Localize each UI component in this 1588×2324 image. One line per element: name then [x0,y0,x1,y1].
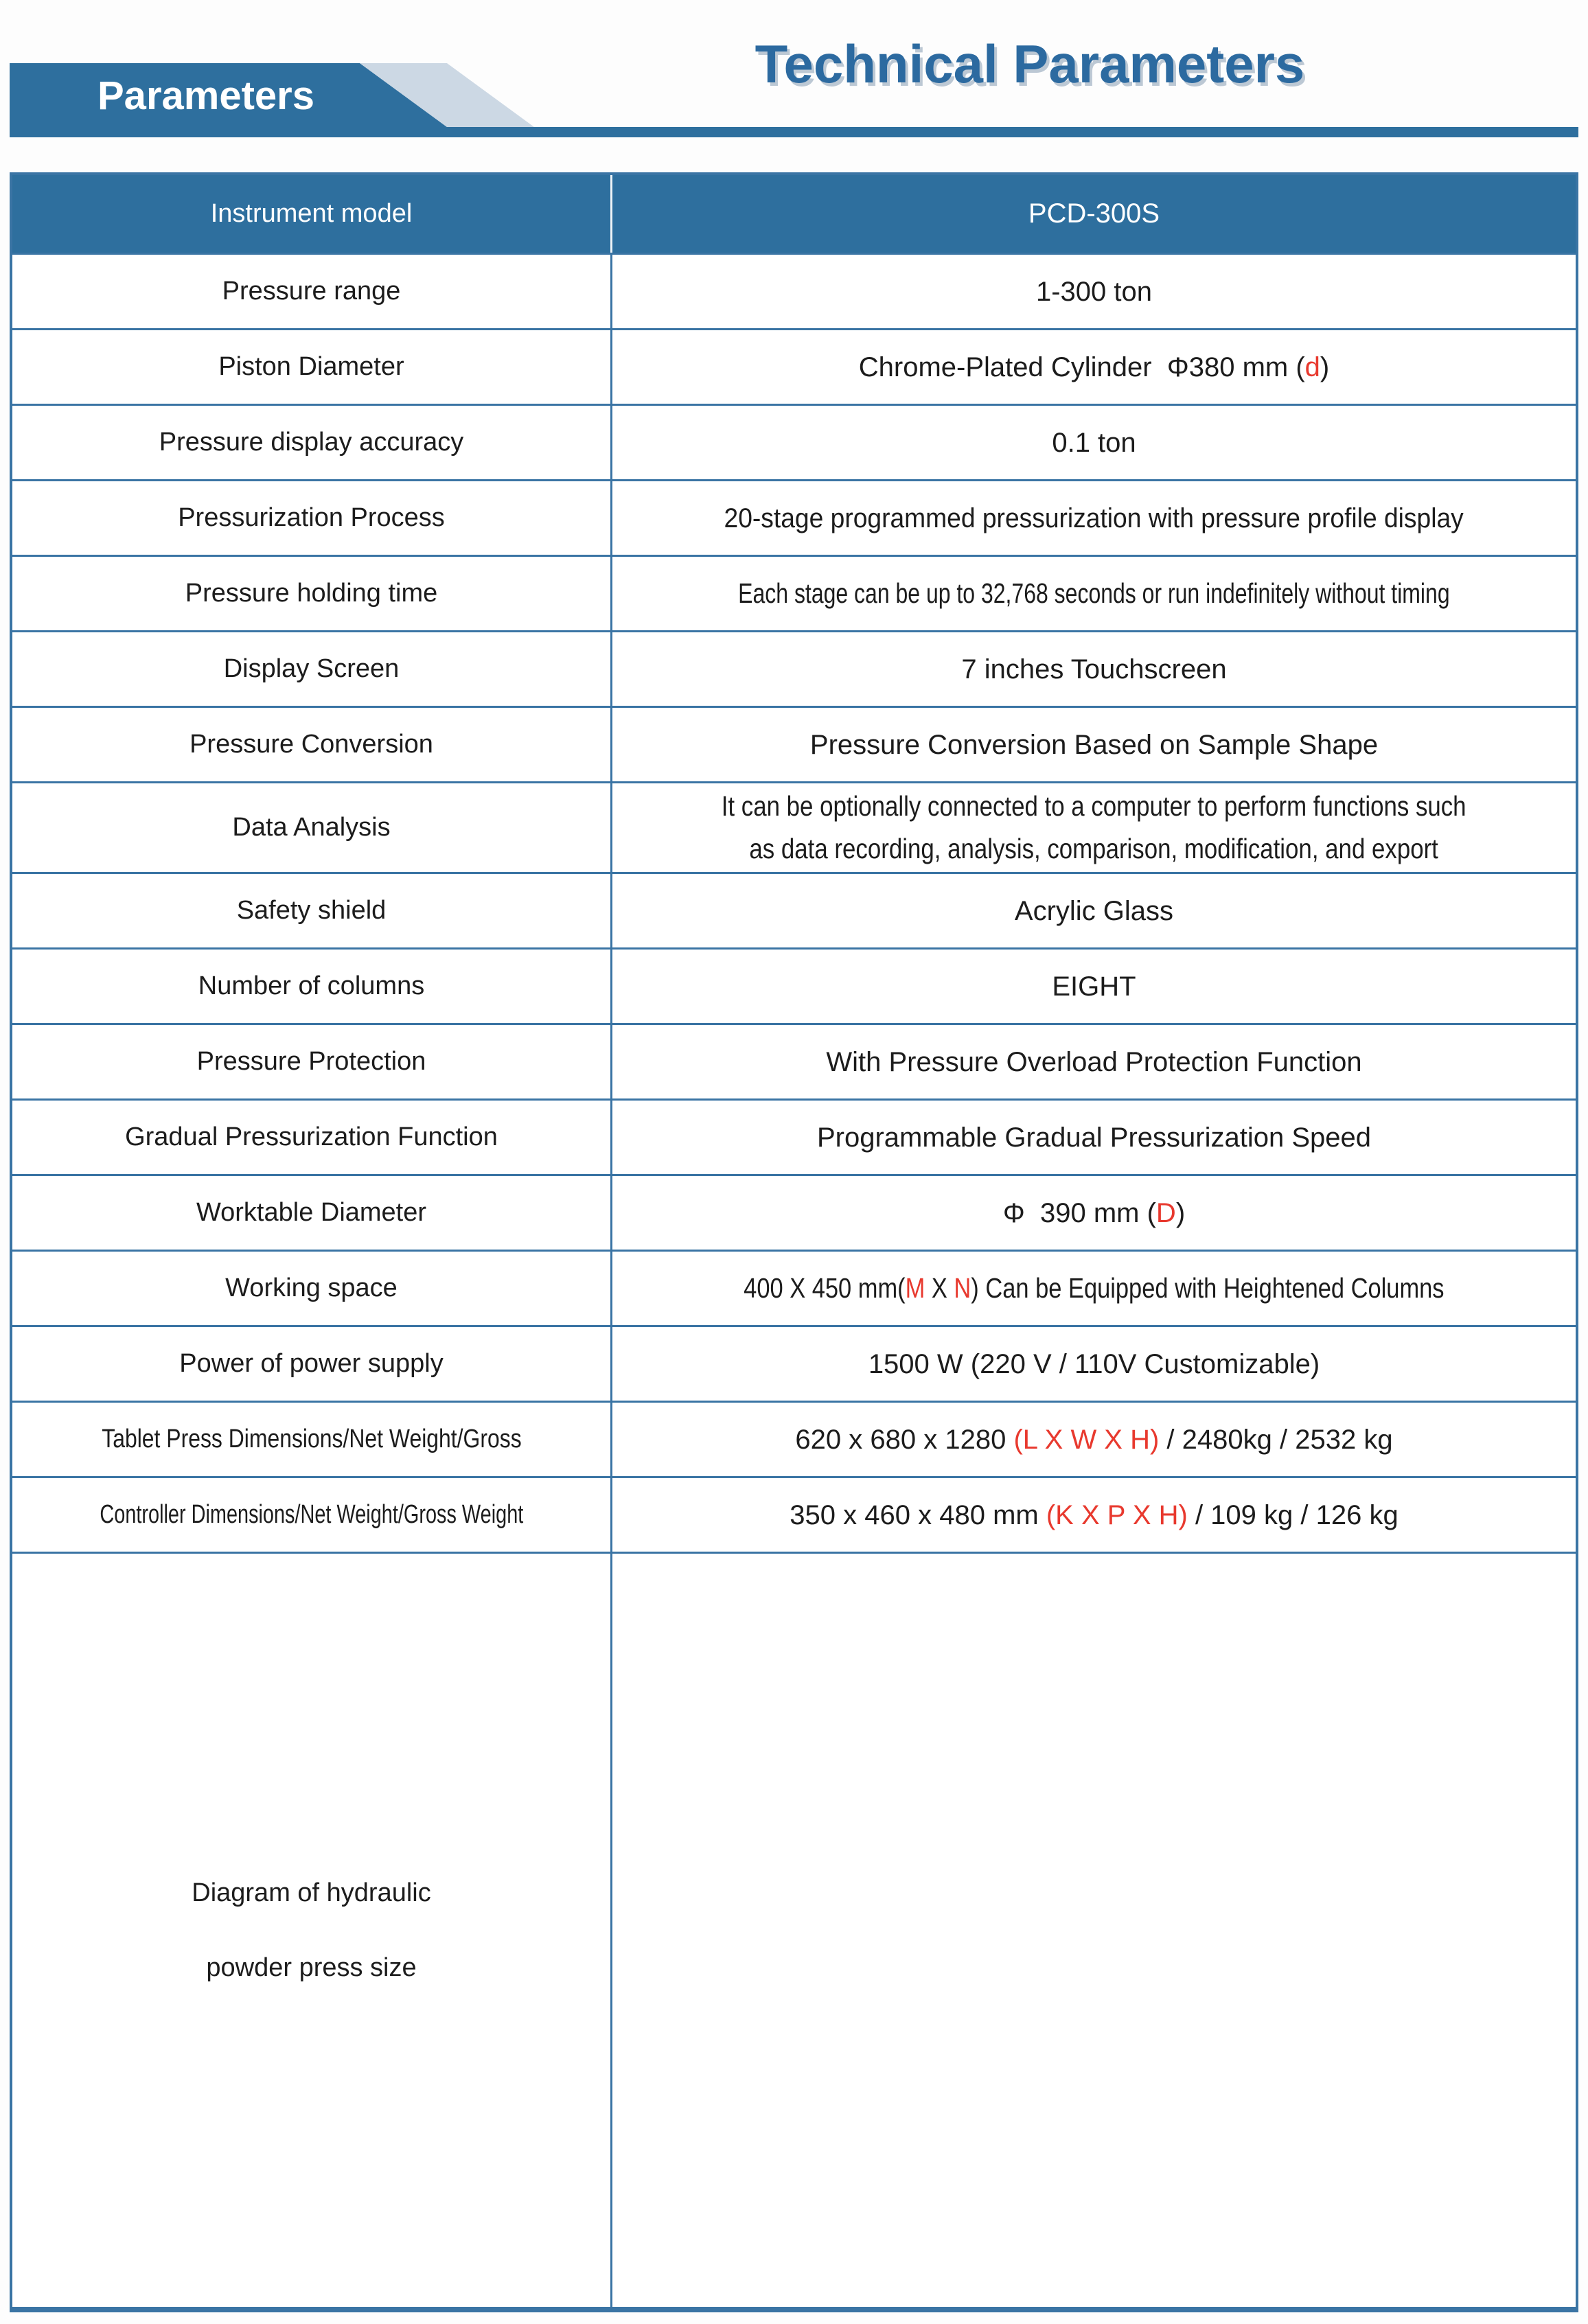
row-label: Pressurization Process [12,481,612,555]
row-value: 0.1 ton [1052,427,1136,458]
table-row [12,630,1576,706]
row-value: With Pressure Overload Protection Function [826,1046,1362,1077]
row-label: Pressure range [12,255,612,328]
spec-table [10,172,1578,2312]
row-value: 7 inches Touchscreen [961,654,1227,684]
diagram-row [12,1552,1576,2307]
table-row [12,1476,1576,1552]
row-value: Φ 390 mm (D) [1002,1197,1186,1228]
row-label: Safety shield [12,874,612,947]
row-value: 400 X 450 mm(M X N) Can be Equipped with Heightened Columns [744,1272,1445,1304]
row-label: Controller Dimensions/Net Weight/Gross Weight [12,1478,612,1552]
table-row [12,1250,1576,1325]
table-row [12,781,1576,872]
row-value: 20-stage programmed pressurization with pressure profile display [724,503,1464,533]
table-row [12,404,1576,479]
row-value: Programmable Gradual Pressurization Speed [816,1122,1372,1153]
table-row [12,1023,1576,1098]
row-value: 1-300 ton [1035,276,1153,307]
table-header-row [12,175,1576,253]
row-label: Piston Diameter [12,330,612,404]
row-label: Number of columns [12,950,612,1023]
row-label: Data Analysis [12,783,612,872]
row-label: Gradual Pressurization Function [12,1101,612,1174]
table-row [12,253,1576,328]
row-label: Display Screen [12,632,612,706]
parameters-tab-label: Parameters [97,73,314,118]
row-label: Pressure Protection [12,1025,612,1098]
row-label: Tablet Press Dimensions/Net Weight/Gross [12,1403,612,1476]
table-row [12,872,1576,947]
row-value: 620 x 680 x 1280 (L X W X H) / 2480kg / 2532 kg [795,1424,1393,1455]
row-label: Pressure Conversion [12,708,612,781]
row-value: Pressure Conversion Based on Sample Shape [809,729,1379,760]
table-row [12,555,1576,630]
header-tab-group [10,63,552,127]
row-value: EIGHT [1052,971,1136,1002]
row-value: Acrylic Glass [1014,895,1174,926]
page-title: Technical Parameters [755,34,1305,94]
row-value: It can be optionally connected to a computer to perform functions such as data recording, analysis, comparison, modification, and export [722,790,1466,864]
table-row [12,947,1576,1023]
diagram-label-line1: Diagram of hydraulic [192,1878,431,1907]
row-value: 1500 W (220 V / 110V Customizable) [868,1348,1320,1379]
row-label: Pressure display accuracy [12,406,612,479]
table-row [12,1174,1576,1250]
row-value: Each stage can be up to 32,768 seconds or run indefinitely without timing [738,577,1450,609]
table-row [12,1401,1576,1476]
table-row [12,1325,1576,1401]
row-label: Pressure holding time [12,557,612,630]
row-value: PCD-300S [1028,198,1160,229]
row-label: Worktable Diameter [12,1176,612,1250]
table-row [12,328,1576,404]
table-row [12,479,1576,555]
row-label: Working space [12,1252,612,1325]
table-row [12,706,1576,781]
diagram-row-label [12,1554,612,2307]
header-rule [10,127,1578,137]
row-value: 350 x 460 x 480 mm (K X P X H) / 109 kg / 126 kg [790,1499,1399,1530]
row-label: Instrument model [12,175,612,253]
diagram-label-line2: powder press size [206,1953,417,1982]
row-label: Power of power supply [12,1327,612,1401]
table-row [12,1098,1576,1174]
row-value: Chrome-Plated Cylinder Φ380 mm (d) [858,352,1330,382]
